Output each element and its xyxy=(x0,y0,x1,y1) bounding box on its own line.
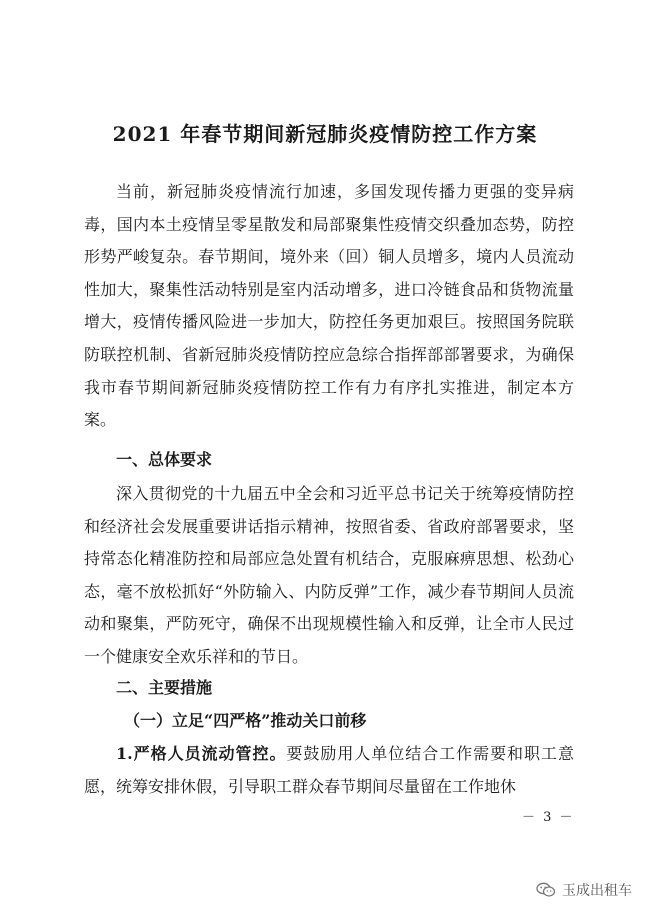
item-paragraph xyxy=(84,738,574,803)
watermark-text: 玉成出租车 xyxy=(562,883,632,899)
wechat-icon xyxy=(536,882,556,898)
item-lead: 1.严格人员流动管控。 xyxy=(116,744,287,763)
section-heading-main-measures: 二、主要措施 xyxy=(116,678,213,697)
page-number: － 3 － xyxy=(522,810,575,825)
watermark xyxy=(536,880,632,900)
section-heading-general-requirements: 一、总体要求 xyxy=(116,450,213,469)
subsection-heading: （一）立足“四严格”推动关口前移 xyxy=(124,711,367,730)
intro-paragraph: 当前，新冠肺炎疫情流行加速，多国发现传播力更强的变异病毒，国内本土疫情呈零星散发和局部聚集性疫情交织叠加态势，防控形势严峻复杂。春节期间，境外来（回）铜人员增多，境内人员流动性加大，聚集性活动特别是室内活动增多，进口冷链食品和货物流量增大，疫情传播风险进一步加大，防控任务更加艰巨。按照国务院联防联控机制、省新冠肺炎疫情防控应急综合指挥部部署要求，为确保我市春节期间新冠肺炎疫情防控工作有力有序扎实推进，制定本方案。 xyxy=(84,182,574,430)
page-title: 2021 年春节期间新冠肺炎疫情防控工作方案 xyxy=(112,122,538,146)
item-body: 要鼓励用人单位结合工作需要和职工意愿，统筹安排休假，引导职工群众春节期间尽量留在工作地休 xyxy=(84,744,574,796)
general-requirements-paragraph: 深入贯彻党的十九届五中全会和习近平总书记关于统筹疫情防控和经济社会发展重要讲话指示精神，按照省委、省政府部署要求，坚持常态化精准防控和局部应急处置有机结合，克服麻痹思想、松劲心态，毫不放松抓好“外防输入、内防反弹”工作，减少春节期间人员流动和聚集，严防死守，确保不出现规模性输入和反弹，让全市人民过一个健康安全欢乐祥和的节日。 xyxy=(84,484,574,666)
